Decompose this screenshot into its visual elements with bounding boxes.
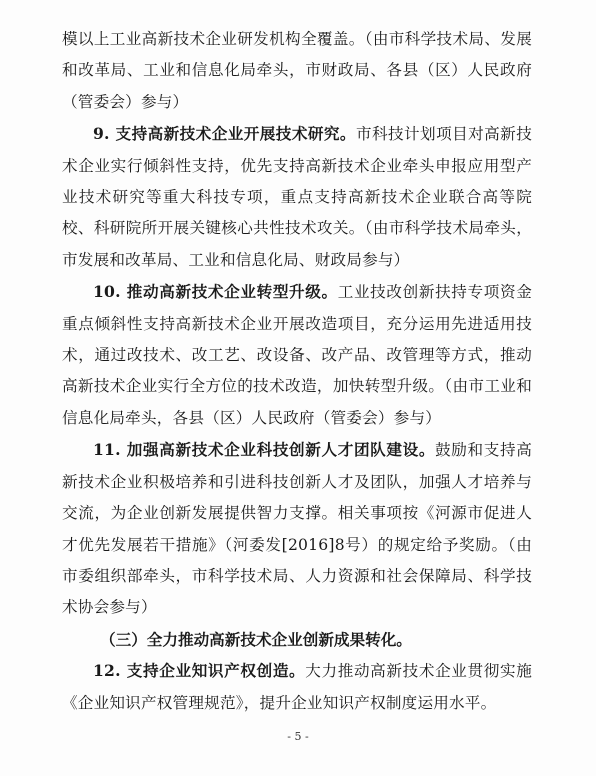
page-number: - 5 - <box>287 730 309 743</box>
paragraph-body: 大力推动高新技术企业贯彻实施《企业知识产权管理规范》，提升企业知识产权制度运用水平。 <box>62 662 532 712</box>
item-heading: 9. 支持高新技术企业开展技术研究。 <box>93 124 356 144</box>
paragraph-body: 市科技计划项目对高新技术企业实行倾斜性支持，优先支持高新技术企业牵头申报应用型产业技术研究等重大科技专项，重点支持高新技术企业联合高等院校、科研院所开展关键核心共性技术攻关。（由市科学技术局牵头，市发展和改革局、工业和信息化局、财政局参与） <box>62 125 532 269</box>
item-heading: 12. 支持企业知识产权创造。 <box>93 661 306 681</box>
paragraph-body: 鼓励和支持高新技术企业积极培养和引进科技创新人才及团队，加强人才培养与交流，为企业创新发展提供智力支撑。相关事项按《河源市促进人才优先发展若干措施》（河委发[2016]8号）的规定给予奖励。（由市委组织部牵头，市科学技术局、人力资源和社会保障局、科学技术协会参与） <box>62 441 532 617</box>
paragraph-item-11 <box>62 434 532 623</box>
paragraph-body: 工业技改创新扶持专项资金重点倾斜性支持高新技术企业开展改造项目，充分运用先进适用技术，通过改技术、改工艺、改设备、改产品、改管理等方式，推动高新技术企业实行全方位的技术改造，加快转型升级。（由市工业和信息化局牵头，各县（区）人民政府（管委会）参与） <box>62 283 532 427</box>
paragraph-continuation <box>62 24 532 118</box>
paragraph-body: 模以上工业高新技术企业研发机构全覆盖。（由市科学技术局、发展和改革局、工业和信息化局牵头，市财政局、各县（区）人民政府（管委会）参与） <box>62 30 532 111</box>
page-body <box>62 24 532 719</box>
item-heading: 11. 加强高新技术企业科技创新人才团队建设。 <box>93 440 436 460</box>
paragraph-item-12 <box>62 655 532 719</box>
item-heading: 10. 推动高新技术企业转型升级。 <box>93 282 338 302</box>
paragraph-item-9 <box>62 118 532 276</box>
paragraph-item-10 <box>62 276 532 434</box>
section-heading: （三）全力推动高新技术企业创新成果转化。 <box>100 629 412 649</box>
